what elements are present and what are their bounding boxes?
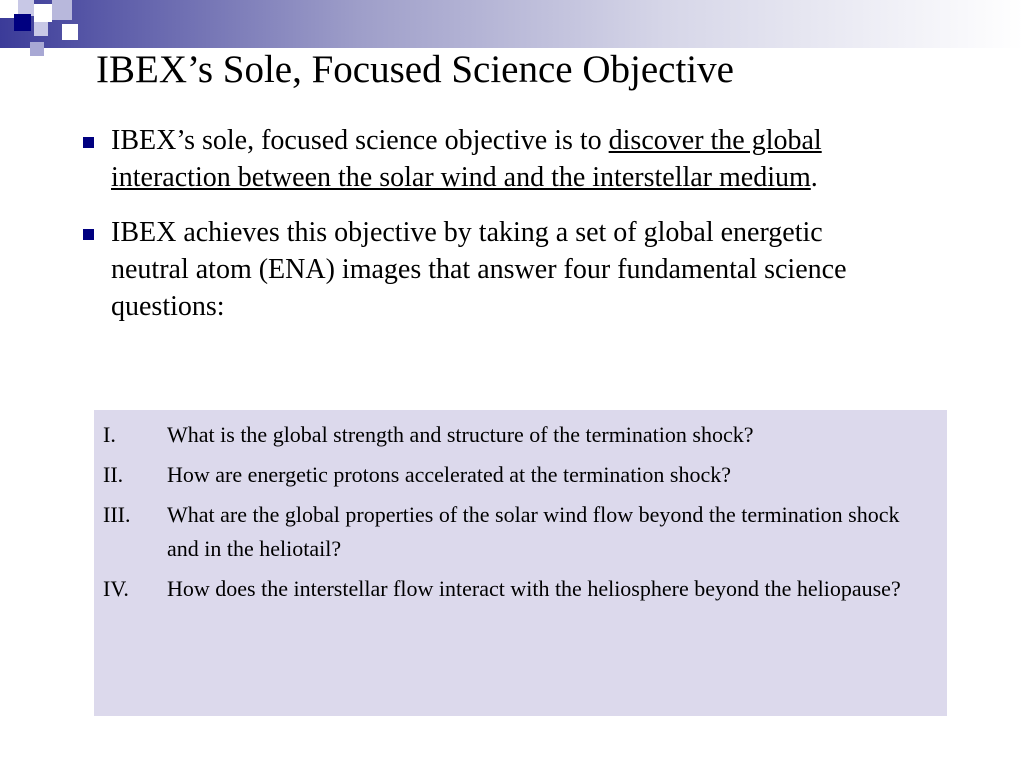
question-number: IV. bbox=[103, 576, 129, 601]
bullet-text-period: . bbox=[810, 162, 818, 193]
bullet-text-part: IBEX’s sole, focused science objective is to bbox=[111, 125, 609, 156]
question-item bbox=[103, 498, 929, 566]
header-gradient-bar bbox=[0, 0, 1024, 48]
science-questions-box bbox=[94, 410, 947, 716]
bullet-list bbox=[80, 122, 900, 325]
bullet-method bbox=[80, 214, 900, 325]
question-text: How does the interstellar flow interact with the heliosphere beyond the heliopause? bbox=[167, 576, 901, 601]
question-item bbox=[103, 572, 929, 606]
question-number: I. bbox=[103, 422, 116, 447]
bullet-objective bbox=[80, 122, 900, 196]
square-bullet-icon bbox=[83, 137, 94, 148]
square-bullet-icon bbox=[83, 229, 94, 240]
question-text: What is the global strength and structure of the termination shock? bbox=[167, 422, 754, 447]
question-text: What are the global properties of the solar wind flow beyond the termination shock and in the heliotail? bbox=[167, 502, 900, 561]
decorative-squares-icon bbox=[0, 0, 90, 70]
question-text: How are energetic protons accelerated at the termination shock? bbox=[167, 462, 732, 487]
question-number: II. bbox=[103, 462, 124, 487]
question-item bbox=[103, 458, 929, 492]
slide-title: IBEX’s Sole, Focused Science Objective bbox=[96, 48, 734, 91]
bullet-underlined-objective: discover the global interaction between the solar wind and the interstellar medium bbox=[111, 125, 822, 193]
question-number: III. bbox=[103, 502, 131, 527]
question-item bbox=[103, 418, 929, 452]
bullet-text-part: IBEX achieves this objective by taking a set of global energetic neutral atom (ENA) images that answer four fundamental science questions: bbox=[111, 217, 847, 322]
